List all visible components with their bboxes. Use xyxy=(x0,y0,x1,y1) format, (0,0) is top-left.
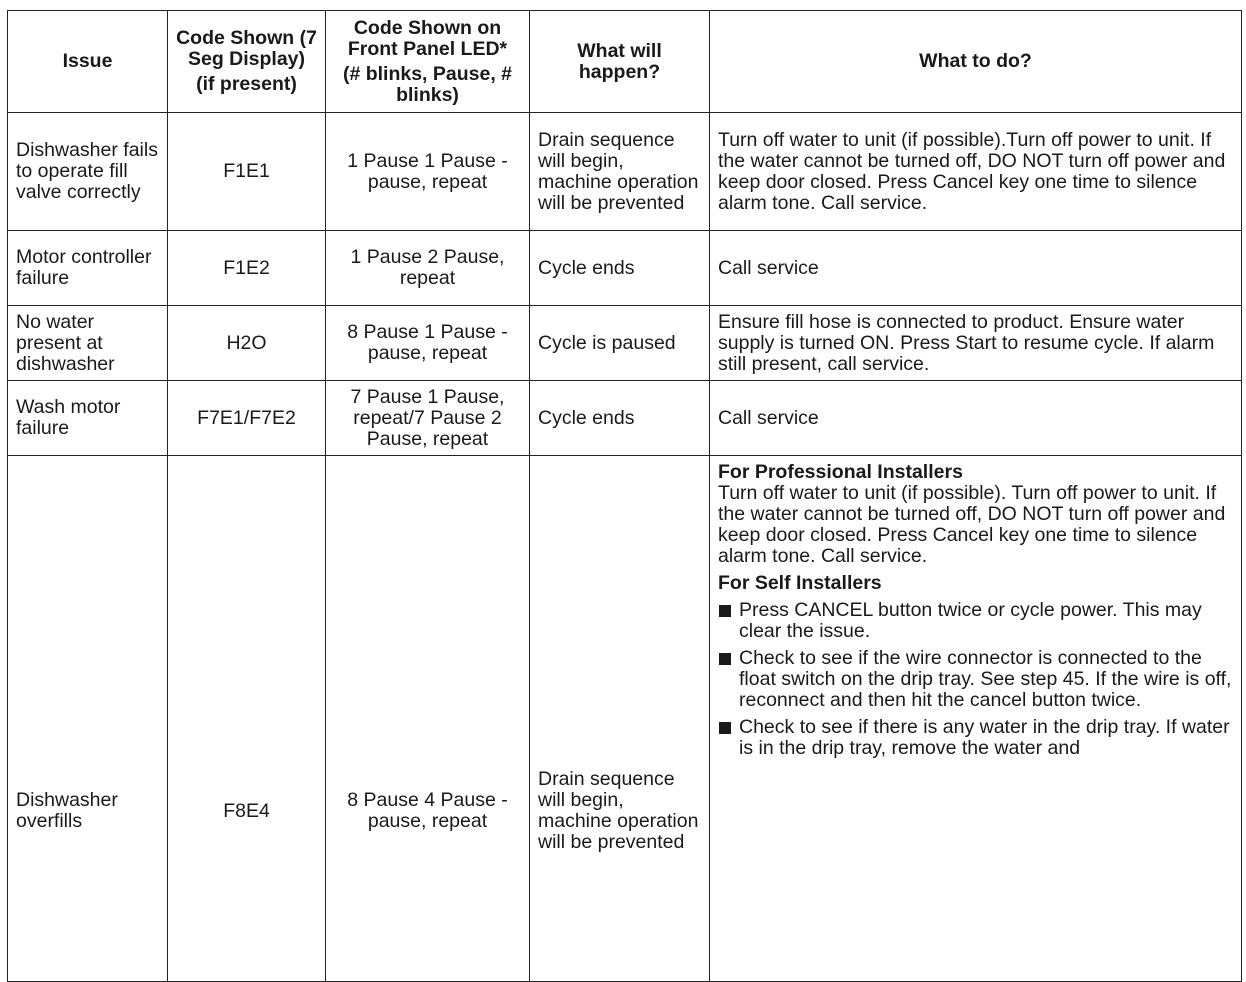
table-row xyxy=(8,381,1242,456)
todo-cell: Turn off water to unit (if possible).Turn off power to unit. If the water cannot be turned off, DO NOT turn off power and keep door closed. Press Cancel key one time to silence alarm tone. Call service. xyxy=(710,113,1242,231)
header-code-7seg xyxy=(168,11,326,113)
happen-cell: Drain sequence will begin, machine operation will be prevented xyxy=(530,113,710,231)
table-row xyxy=(8,231,1242,306)
todo-cell: Ensure fill hose is connected to product. Ensure water supply is turned ON. Press Start to resume cycle. If alarm still present, call service. xyxy=(710,306,1242,381)
table-row xyxy=(8,113,1242,231)
todo-cell: Call service xyxy=(710,381,1242,456)
header-code-7seg-note: (if present) xyxy=(196,73,297,95)
issue-cell: No water present at dishwasher xyxy=(8,306,168,381)
list-item: Check to see if the wire connector is connected to the float switch on the drip tray. See step 45. If the wire is off, reconnect and then hit the cancel button twice. xyxy=(718,648,1233,711)
bullet-square-icon xyxy=(719,605,731,617)
professional-installers-text: Turn off water to unit (if possible). Turn off power to unit. If the water cannot be turned off, DO NOT turn off power and keep door closed. Press Cancel key one time to silence alarm tone. Call service. xyxy=(718,482,1226,567)
bullet-square-icon xyxy=(719,722,731,734)
header-code-led-title: Code Shown on Front Panel LED* xyxy=(347,16,508,60)
code-cell: H2O xyxy=(168,306,326,381)
led-cell: 7 Pause 1 Pause, repeat/7 Pause 2 Pause, repeat xyxy=(326,381,530,456)
happen-cell: Cycle is paused xyxy=(530,306,710,381)
led-cell: 8 Pause 4 Pause - pause, repeat xyxy=(326,456,530,982)
table-row xyxy=(8,456,1242,982)
self-installers-heading: For Self Installers xyxy=(718,572,882,594)
header-row xyxy=(8,11,1242,113)
code-cell: F1E1 xyxy=(168,113,326,231)
issue-cell: Motor controller failure xyxy=(8,231,168,306)
code-cell: F1E2 xyxy=(168,231,326,306)
todo-cell: Call service xyxy=(710,231,1242,306)
issue-cell: Dishwasher overfills xyxy=(8,456,168,982)
happen-cell: Drain sequence will begin, machine operation will be prevented xyxy=(530,456,710,982)
header-issue: Issue xyxy=(8,11,168,113)
led-cell: 8 Pause 1 Pause - pause, repeat xyxy=(326,306,530,381)
led-cell: 1 Pause 2 Pause, repeat xyxy=(326,231,530,306)
happen-cell: Cycle ends xyxy=(530,231,710,306)
list-item: Press CANCEL button twice or cycle power. This may clear the issue. xyxy=(718,600,1233,642)
list-item: Check to see if there is any water in the drip tray. If water is in the drip tray, remove the water and xyxy=(718,717,1233,759)
header-what-to-do: What to do? xyxy=(710,11,1242,113)
code-cell: F8E4 xyxy=(168,456,326,982)
error-code-table xyxy=(7,10,1242,982)
header-code-led-note: (# blinks, Pause, # blinks) xyxy=(342,62,513,106)
issue-cell: Dishwasher fails to operate fill valve correctly xyxy=(8,113,168,231)
professional-installers-heading: For Professional Installers xyxy=(718,461,963,483)
header-code-7seg-title: Code Shown (7 Seg Display) xyxy=(176,27,317,70)
self-installers-list xyxy=(718,600,1233,759)
header-what-will-happen: What will happen? xyxy=(530,11,710,113)
bullet-square-icon xyxy=(719,653,731,665)
table-row xyxy=(8,306,1242,381)
issue-cell: Wash motor failure xyxy=(8,381,168,456)
led-cell: 1 Pause 1 Pause - pause, repeat xyxy=(326,113,530,231)
happen-cell: Cycle ends xyxy=(530,381,710,456)
header-code-led xyxy=(326,11,530,113)
todo-cell xyxy=(710,456,1242,982)
code-cell: F7E1/F7E2 xyxy=(168,381,326,456)
